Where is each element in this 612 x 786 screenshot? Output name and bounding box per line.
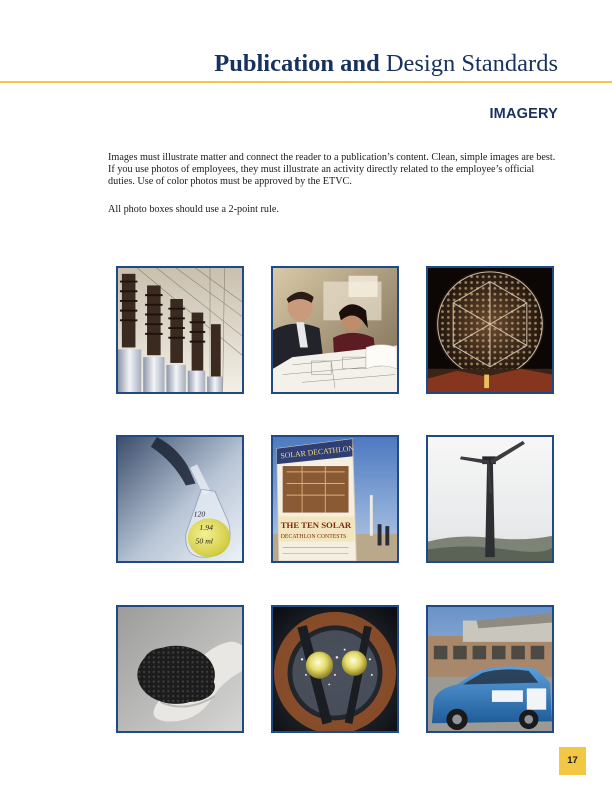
photo-wind-turbine bbox=[426, 435, 554, 563]
photo-engineers-blueprints bbox=[271, 266, 399, 394]
page-title bbox=[214, 50, 558, 78]
body-paragraph-2: All photo boxes should use a 2-point rule. bbox=[108, 204, 279, 215]
section-heading: IMAGERY bbox=[489, 106, 558, 122]
sign-headline: SOLAR DECATHLON bbox=[280, 443, 355, 461]
photo-chemistry-flask bbox=[116, 435, 244, 563]
header-rule bbox=[0, 81, 612, 83]
photo-solar-decathlon-sign bbox=[271, 435, 399, 563]
page-number: 17 bbox=[567, 755, 578, 766]
page-number-badge bbox=[559, 747, 586, 775]
page-title-regular: Design Standards bbox=[385, 50, 558, 77]
photo-electrical-insulators bbox=[116, 266, 244, 394]
flask-label-1: 120 bbox=[193, 509, 206, 519]
sign-subhead-2: DECATHLON CONTESTS bbox=[280, 533, 347, 540]
page-title-bold: Publication and bbox=[214, 50, 380, 77]
body-paragraph-1: Images must illustrate matter and connect the reader to a publication’s content. Clean, simple images are best. If you use photos of employees, they must illustrate an activity directly related to the employee’s official duties. Use of color photos must be approved by the ETVC. bbox=[108, 152, 556, 188]
photo-hybrid-car-building bbox=[426, 605, 554, 733]
photo-glowing-reactor-spheres bbox=[271, 605, 399, 733]
photo-hand-holding-soil bbox=[116, 605, 244, 733]
photo-neutrino-detector-sphere bbox=[426, 266, 554, 394]
sign-subhead-1: THE TEN SOLAR bbox=[280, 520, 352, 531]
flask-label-2: 1.94 bbox=[199, 523, 213, 532]
flask-label-3: 50 ml bbox=[195, 536, 213, 546]
